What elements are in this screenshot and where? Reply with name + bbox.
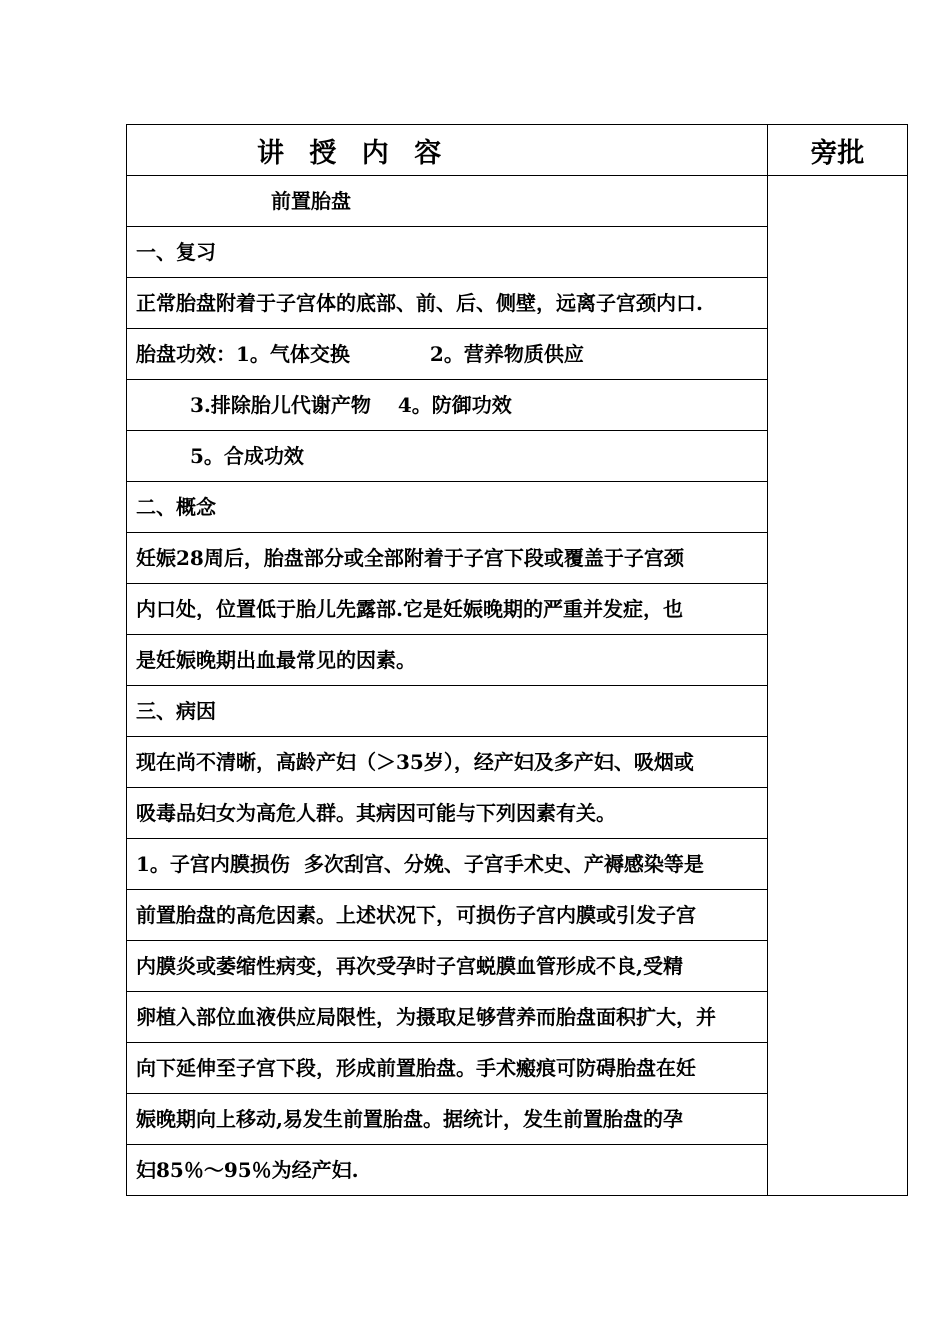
heading-review: 一、复习 [136, 241, 216, 263]
text-line: 卵植入部位血液供应局限性，为摄取足够营养而胎盘面积扩大，并 [136, 1006, 716, 1028]
text-line: 妇85％～95％为经产妇. [136, 1159, 359, 1181]
side-notes-cell [767, 176, 907, 1196]
text-line: 现在尚不清晰，高龄产妇（＞35岁），经产妇及多产妇、吸烟或 [136, 751, 694, 773]
text-line: 吸毒品妇女为高危人群。其病因可能与下列因素有关。 [136, 802, 616, 824]
header-side: 旁批 [767, 125, 907, 176]
text-line: 内口处，位置低于胎儿先露部.它是妊娠晚期的严重并发症，也 [136, 598, 683, 620]
lecture-table [126, 124, 908, 1196]
text-line: 妊娠28周后，胎盘部分或全部附着于子宫下段或覆盖于子宫颈 [136, 547, 684, 569]
text-line: 向下延伸至子宫下段，形成前置胎盘。手术瘢痕可防碍胎盘在妊 [136, 1057, 696, 1079]
table-row [127, 176, 908, 227]
text-line: 正常胎盘附着于子宫体的底部、前、后、侧壁，远离子宫颈内口. [136, 292, 703, 314]
heading-etiology: 三、病因 [136, 700, 216, 722]
text-line: 3.排除胎儿代谢产物 4。防御功效 [190, 394, 512, 416]
header-main: 讲 授 内 容 [127, 125, 768, 176]
text-line: 是妊娠晚期出血最常见的因素。 [136, 649, 416, 671]
text-line: 娠晚期向上移动,易发生前置胎盘。据统计，发生前置胎盘的孕 [136, 1108, 683, 1130]
text-line: 1。子宫内膜损伤 多次刮宫、分娩、子宫手术史、产褥感染等是 [136, 853, 704, 875]
header-row [127, 125, 908, 176]
text-line: 胎盘功效：1。气体交换 2。营养物质供应 [136, 343, 584, 365]
heading-concept: 二、概念 [136, 496, 216, 518]
section-title: 前置胎盘 [271, 190, 351, 212]
text-line: 5。合成功效 [190, 445, 304, 467]
content-table [126, 124, 908, 1196]
text-line: 前置胎盘的高危因素。上述状况下，可损伤子宫内膜或引发子宫 [136, 904, 696, 926]
text-line: 内膜炎或萎缩性病变，再次受孕时子宫蜕膜血管形成不良,受精 [136, 955, 683, 977]
